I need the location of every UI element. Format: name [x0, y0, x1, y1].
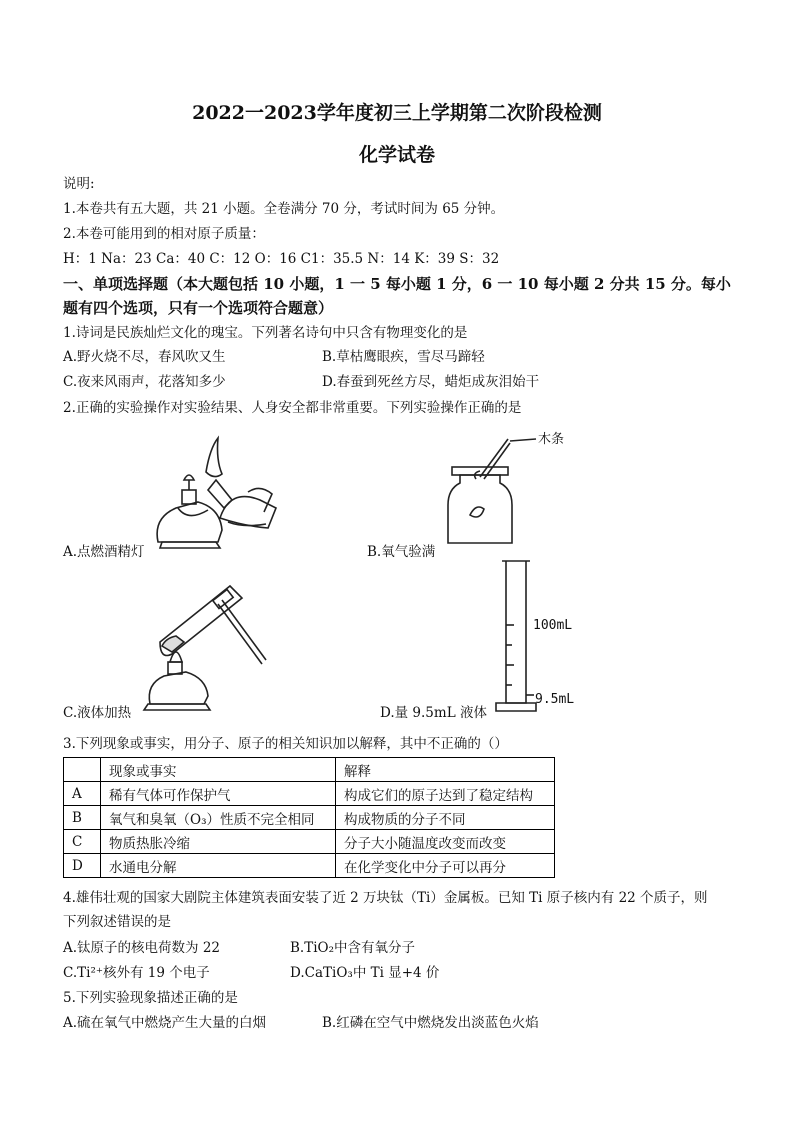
figure-liquid-heating	[130, 580, 280, 715]
figure-lighting-alcohol-lamp	[148, 430, 288, 555]
q4-option-c: C.Ti²⁺核外有 19 个电子	[63, 965, 210, 981]
table-cell: 氧气和臭氧（O₃）性质不完全相同	[101, 806, 336, 830]
table-cell: 分子大小随温度改变而改变	[336, 830, 555, 854]
cylinder-label-100ml: 100mL	[533, 618, 573, 633]
table-header-cell: 解释	[336, 758, 555, 782]
section-heading-line-1: 一、单项选择题（本大题包括 10 小题，1 一 5 每小题 1 分，6 一 10 每小题 2 分共 15 分。每小	[63, 275, 731, 293]
q2-option-b: B.氧气验满	[367, 544, 436, 560]
q4-stem-line-1: 4.雄伟壮观的国家大剧院主体建筑表面安装了近 2 万块钛（Ti）金属板。已知 Ti 原子核内有 22 个质子，则	[63, 890, 708, 906]
q3-table	[63, 757, 555, 878]
table-cell: 稀有气体可作保护气	[101, 782, 336, 806]
table-row	[64, 806, 555, 830]
table-cell: B	[64, 806, 101, 830]
section-heading-line-2: 题有四个选项，只有一个选项符合题意）	[63, 299, 334, 317]
table-row	[64, 782, 555, 806]
q1-option-b: B.草枯鹰眼疾，雪尽马蹄轻	[322, 349, 485, 365]
q1-option-d: D.春蚕到死丝方尽，蜡炬成灰泪始干	[322, 374, 540, 390]
table-cell: 物质热胀冷缩	[101, 830, 336, 854]
q2-option-c: C.液体加热	[63, 705, 132, 721]
intro-line-2: 2.本卷可能用到的相对原子质量：	[63, 226, 265, 242]
cylinder-label-9-5ml: 9.5mL	[535, 692, 575, 707]
q2-stem: 2.正确的实验操作对实验结果、人身安全都非常重要。下列实验操作正确的是	[63, 400, 522, 416]
intro-line-1: 1.本卷共有五大题，共 21 小题。全卷满分 70 分，考试时间为 65 分钟。	[63, 201, 505, 217]
q1-option-c: C.夜来风雨声，花落知多少	[63, 374, 226, 390]
table-cell: D	[64, 854, 101, 878]
page-subtitle: 化学试卷	[358, 144, 435, 166]
atomic-masses: H：1 Na：23 Ca：40 C：12 O：16 C1：35.5 N：14 K：39 S：32	[63, 251, 500, 267]
q1-stem: 1.诗词是民族灿烂文化的瑰宝。下列著名诗句中只含有物理变化的是	[63, 325, 468, 341]
table-cell: C	[64, 830, 101, 854]
q5-option-b: B.红磷在空气中燃烧发出淡蓝色火焰	[322, 1015, 539, 1031]
q1-option-a: A.野火烧不尽，春风吹又生	[63, 349, 226, 365]
table-cell: 水通电分解	[101, 854, 336, 878]
q3-stem: 3.下列现象或事实，用分子、原子的相关知识加以解释，其中不正确的（）	[63, 736, 508, 752]
table-row	[64, 830, 555, 854]
q4-stem-line-2: 下列叙述错误的是	[63, 914, 171, 930]
table-cell: 在化学变化中分子可以再分	[336, 854, 555, 878]
table-header-cell	[64, 758, 101, 782]
table-cell: A	[64, 782, 101, 806]
table-header-cell: 现象或事实	[101, 758, 336, 782]
q5-stem: 5.下列实验现象描述正确的是	[63, 990, 238, 1006]
q4-option-a: A.钛原子的核电荷数为 22	[63, 940, 221, 956]
q4-option-d: D.CaTiO₃中 Ti 显+4 价	[290, 965, 440, 981]
page-title: 2022一2023学年度初三上学期第二次阶段检测	[192, 102, 602, 124]
q4-option-b: B.TiO₂中含有氧分子	[290, 940, 416, 956]
q2-option-d: D.量 9.5mL 液体	[380, 705, 487, 721]
intro-label: 说明:	[63, 176, 95, 192]
figure-oxygen-test	[440, 425, 620, 550]
q2-option-a: A.点燃酒精灯	[63, 544, 145, 560]
table-header-row	[64, 758, 555, 782]
table-row	[64, 854, 555, 878]
q5-option-a: A.硫在氧气中燃烧产生大量的白烟	[63, 1015, 267, 1031]
splint-label: 木条	[538, 432, 565, 447]
table-cell: 构成物质的分子不同	[336, 806, 555, 830]
table-cell: 构成它们的原子达到了稳定结构	[336, 782, 555, 806]
